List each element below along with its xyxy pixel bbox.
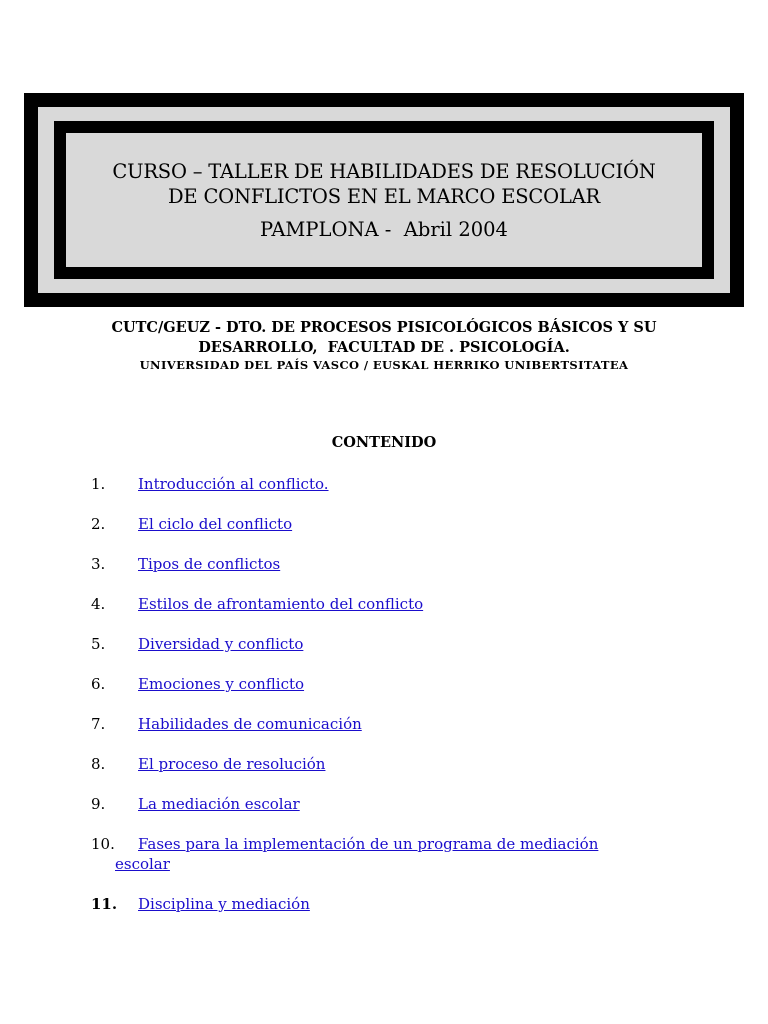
toc-item-5 (0, 634, 768, 674)
toc-link-fases-part-2: escolar (115, 855, 170, 873)
toc-link-fases[interactable] (91, 835, 691, 874)
toc-link-introduccion[interactable]: Introducción al conflicto. (138, 475, 329, 493)
course-title-line-2: DE CONFLICTOS EN EL MARCO ESCOLAR (167, 184, 601, 208)
toc-number: 7. (91, 715, 106, 733)
toc-link-proceso[interactable]: El proceso de resolución (138, 755, 326, 773)
toc-item-3 (0, 554, 768, 594)
toc-number: 9. (91, 795, 106, 813)
organization-line-2: DESARROLLO, FACULTAD DE . PSICOLOGÍA. (198, 339, 570, 356)
toc-item-8 (0, 754, 768, 794)
title-box-outer-frame (24, 93, 744, 307)
toc-number: 5. (91, 635, 106, 653)
toc-link-disciplina[interactable]: Disciplina y mediación (138, 895, 310, 913)
toc-item-6 (0, 674, 768, 714)
toc-number: 10. (91, 835, 115, 853)
toc-number: 2. (91, 515, 106, 533)
course-location-date: PAMPLONA - Abril 2004 (260, 217, 508, 241)
toc-item-4 (0, 594, 768, 634)
toc-item-2 (0, 514, 768, 554)
toc-number: 3. (91, 555, 106, 573)
title-box-inner-frame (54, 121, 714, 279)
toc-link-comunicacion[interactable]: Habilidades de comunicación (138, 715, 362, 733)
toc-number: 1. (91, 475, 106, 493)
toc-link-emociones[interactable]: Emociones y conflicto (138, 675, 305, 693)
toc-link-fases-part-1: Fases para la implementación de un programa de mediación (138, 835, 599, 853)
contents-heading: CONTENIDO (331, 434, 437, 451)
toc-item-9 (0, 794, 768, 834)
toc-item-10 (0, 834, 768, 894)
course-title-line-1: CURSO – TALLER DE HABILIDADES DE RESOLUCIÓN (112, 159, 656, 183)
organization-block (0, 318, 768, 373)
toc-link-ciclo[interactable]: El ciclo del conflicto (138, 515, 293, 533)
organization-line-1: CUTC/GEUZ - DTO. DE PROCESOS PISICOLÓGICOS BÁSICOS Y SU (111, 319, 657, 336)
toc-item-1 (0, 474, 768, 514)
table-of-contents (0, 474, 768, 934)
toc-link-diversidad[interactable]: Diversidad y conflicto (138, 635, 304, 653)
university-name: UNIVERSIDAD DEL PAÍS VASCO / EUSKAL HERRIKO UNIBERTSITATEA (139, 358, 629, 372)
toc-item-10-text (91, 834, 691, 874)
toc-number: 6. (91, 675, 106, 693)
toc-number: 4. (91, 595, 106, 613)
toc-number: 11. (91, 895, 118, 913)
toc-item-7 (0, 714, 768, 754)
title-box (66, 133, 702, 267)
toc-item-11 (0, 894, 768, 934)
title-box-gray-band (38, 107, 730, 293)
toc-link-estilos[interactable]: Estilos de afrontamiento del conflicto (138, 595, 424, 613)
toc-link-mediacion-escolar[interactable]: La mediación escolar (138, 795, 300, 813)
toc-number: 8. (91, 755, 106, 773)
toc-link-tipos[interactable]: Tipos de conflictos (138, 555, 281, 573)
